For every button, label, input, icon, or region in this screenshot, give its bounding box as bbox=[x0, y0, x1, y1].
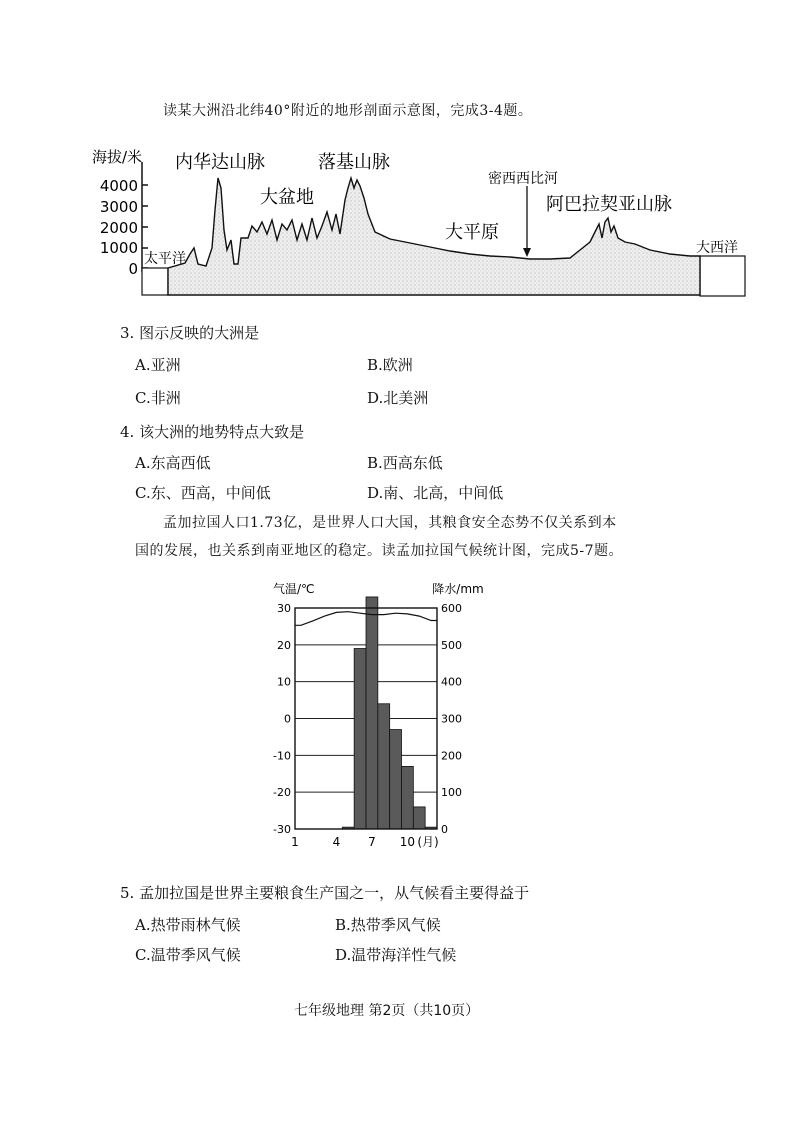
q5-option-b[interactable]: B.热带季风气候 bbox=[335, 916, 441, 934]
right-tick-label: 500 bbox=[441, 638, 462, 652]
label-atlantic: 大西洋 bbox=[696, 240, 738, 256]
x-tick-label: 1 bbox=[291, 835, 299, 849]
left-tick-label: 10 bbox=[277, 675, 291, 689]
left-tick-label: -10 bbox=[273, 749, 291, 763]
profile-ytick: 0 bbox=[128, 260, 138, 278]
q3-option-c[interactable]: C.非洲 bbox=[135, 389, 181, 407]
chart-left-axis-title: 气温/℃ bbox=[273, 582, 315, 596]
right-tick-label: 100 bbox=[441, 786, 462, 800]
right-tick-label: 600 bbox=[441, 602, 462, 615]
right-tick-label: 400 bbox=[441, 675, 462, 689]
intro-text-2-line2: 国的发展，也关系到南亚地区的稳定。读孟加拉国气候统计图，完成5-7题。 bbox=[135, 543, 624, 559]
left-tick-label: 20 bbox=[277, 638, 291, 652]
profile-ytick: 4000 bbox=[99, 177, 138, 195]
precipitation-bar bbox=[390, 730, 402, 829]
terrain-profile-figure bbox=[90, 140, 760, 305]
x-tick-label: 10 bbox=[399, 835, 416, 849]
right-tick-label: 300 bbox=[441, 712, 462, 726]
intro-text-2-line1: 孟加拉国人口1.73亿，是世界人口大国，其粮食安全态势不仅关系到本 bbox=[163, 515, 617, 531]
profile-ytick: 2000 bbox=[99, 219, 138, 237]
chart-x-unit-label: (月) bbox=[417, 835, 439, 849]
precipitation-bar bbox=[354, 649, 366, 829]
left-tick-label: -30 bbox=[273, 823, 291, 836]
intro-text-1: 读某大洲沿北纬40°附近的地形剖面示意图，完成3-4题。 bbox=[163, 103, 533, 119]
profile-y-label: 海拔/米 bbox=[92, 148, 143, 166]
q5-option-d[interactable]: D.温带海洋性气候 bbox=[335, 946, 457, 964]
x-tick-label: 7 bbox=[368, 835, 376, 849]
q4-option-a[interactable]: A.东高西低 bbox=[135, 454, 211, 472]
label-basin: 大盆地 bbox=[260, 187, 314, 208]
q5-option-a[interactable]: A.热带雨林气候 bbox=[135, 916, 241, 934]
q5-option-c[interactable]: C.温带季风气候 bbox=[135, 946, 241, 964]
label-nevada: 内华达山脉 bbox=[175, 152, 265, 173]
q4-stem: 4. 该大洲的地势特点大致是 bbox=[120, 423, 305, 441]
label-rocky: 落基山脉 bbox=[318, 152, 390, 173]
right-tick-label: 0 bbox=[441, 823, 448, 836]
precipitation-bar bbox=[378, 704, 390, 829]
page-footer: 七年级地理 第2页（共10页） bbox=[294, 1003, 480, 1019]
profile-ytick: 3000 bbox=[99, 198, 138, 216]
q4-option-b[interactable]: B.西高东低 bbox=[367, 454, 443, 472]
left-tick-label: 0 bbox=[284, 712, 291, 726]
x-tick-label: 4 bbox=[332, 835, 341, 849]
label-plain: 大平原 bbox=[445, 222, 499, 243]
atlantic-ocean-area bbox=[700, 256, 745, 296]
label-mississippi: 密西西比河 bbox=[488, 171, 558, 187]
right-tick-label: 200 bbox=[441, 749, 462, 763]
q5-stem: 5. 孟加拉国是世界主要粮食生产国之一，从气候看主要得益于 bbox=[120, 884, 530, 902]
climate-chart bbox=[270, 575, 490, 860]
q4-option-d[interactable]: D.南、北高，中间低 bbox=[367, 484, 504, 502]
q3-stem: 3. 图示反映的大洲是 bbox=[120, 324, 260, 342]
left-tick-label: 30 bbox=[277, 602, 291, 615]
label-pacific: 太平洋 bbox=[144, 251, 186, 267]
q3-option-b[interactable]: B.欧洲 bbox=[367, 356, 413, 374]
label-appalachian: 阿巴拉契亚山脉 bbox=[546, 194, 672, 215]
left-tick-label: -20 bbox=[273, 786, 291, 800]
q3-option-a[interactable]: A.亚洲 bbox=[135, 356, 181, 374]
q3-option-d[interactable]: D.北美洲 bbox=[367, 389, 429, 407]
precipitation-bar bbox=[366, 597, 378, 829]
q4-option-c[interactable]: C.东、西高，中间低 bbox=[135, 484, 271, 502]
chart-right-axis-title: 降水/mm bbox=[432, 582, 484, 596]
precipitation-bar bbox=[402, 766, 414, 829]
precipitation-bar bbox=[413, 807, 425, 829]
profile-ytick: 1000 bbox=[99, 239, 138, 257]
pacific-ocean-area bbox=[142, 268, 168, 295]
